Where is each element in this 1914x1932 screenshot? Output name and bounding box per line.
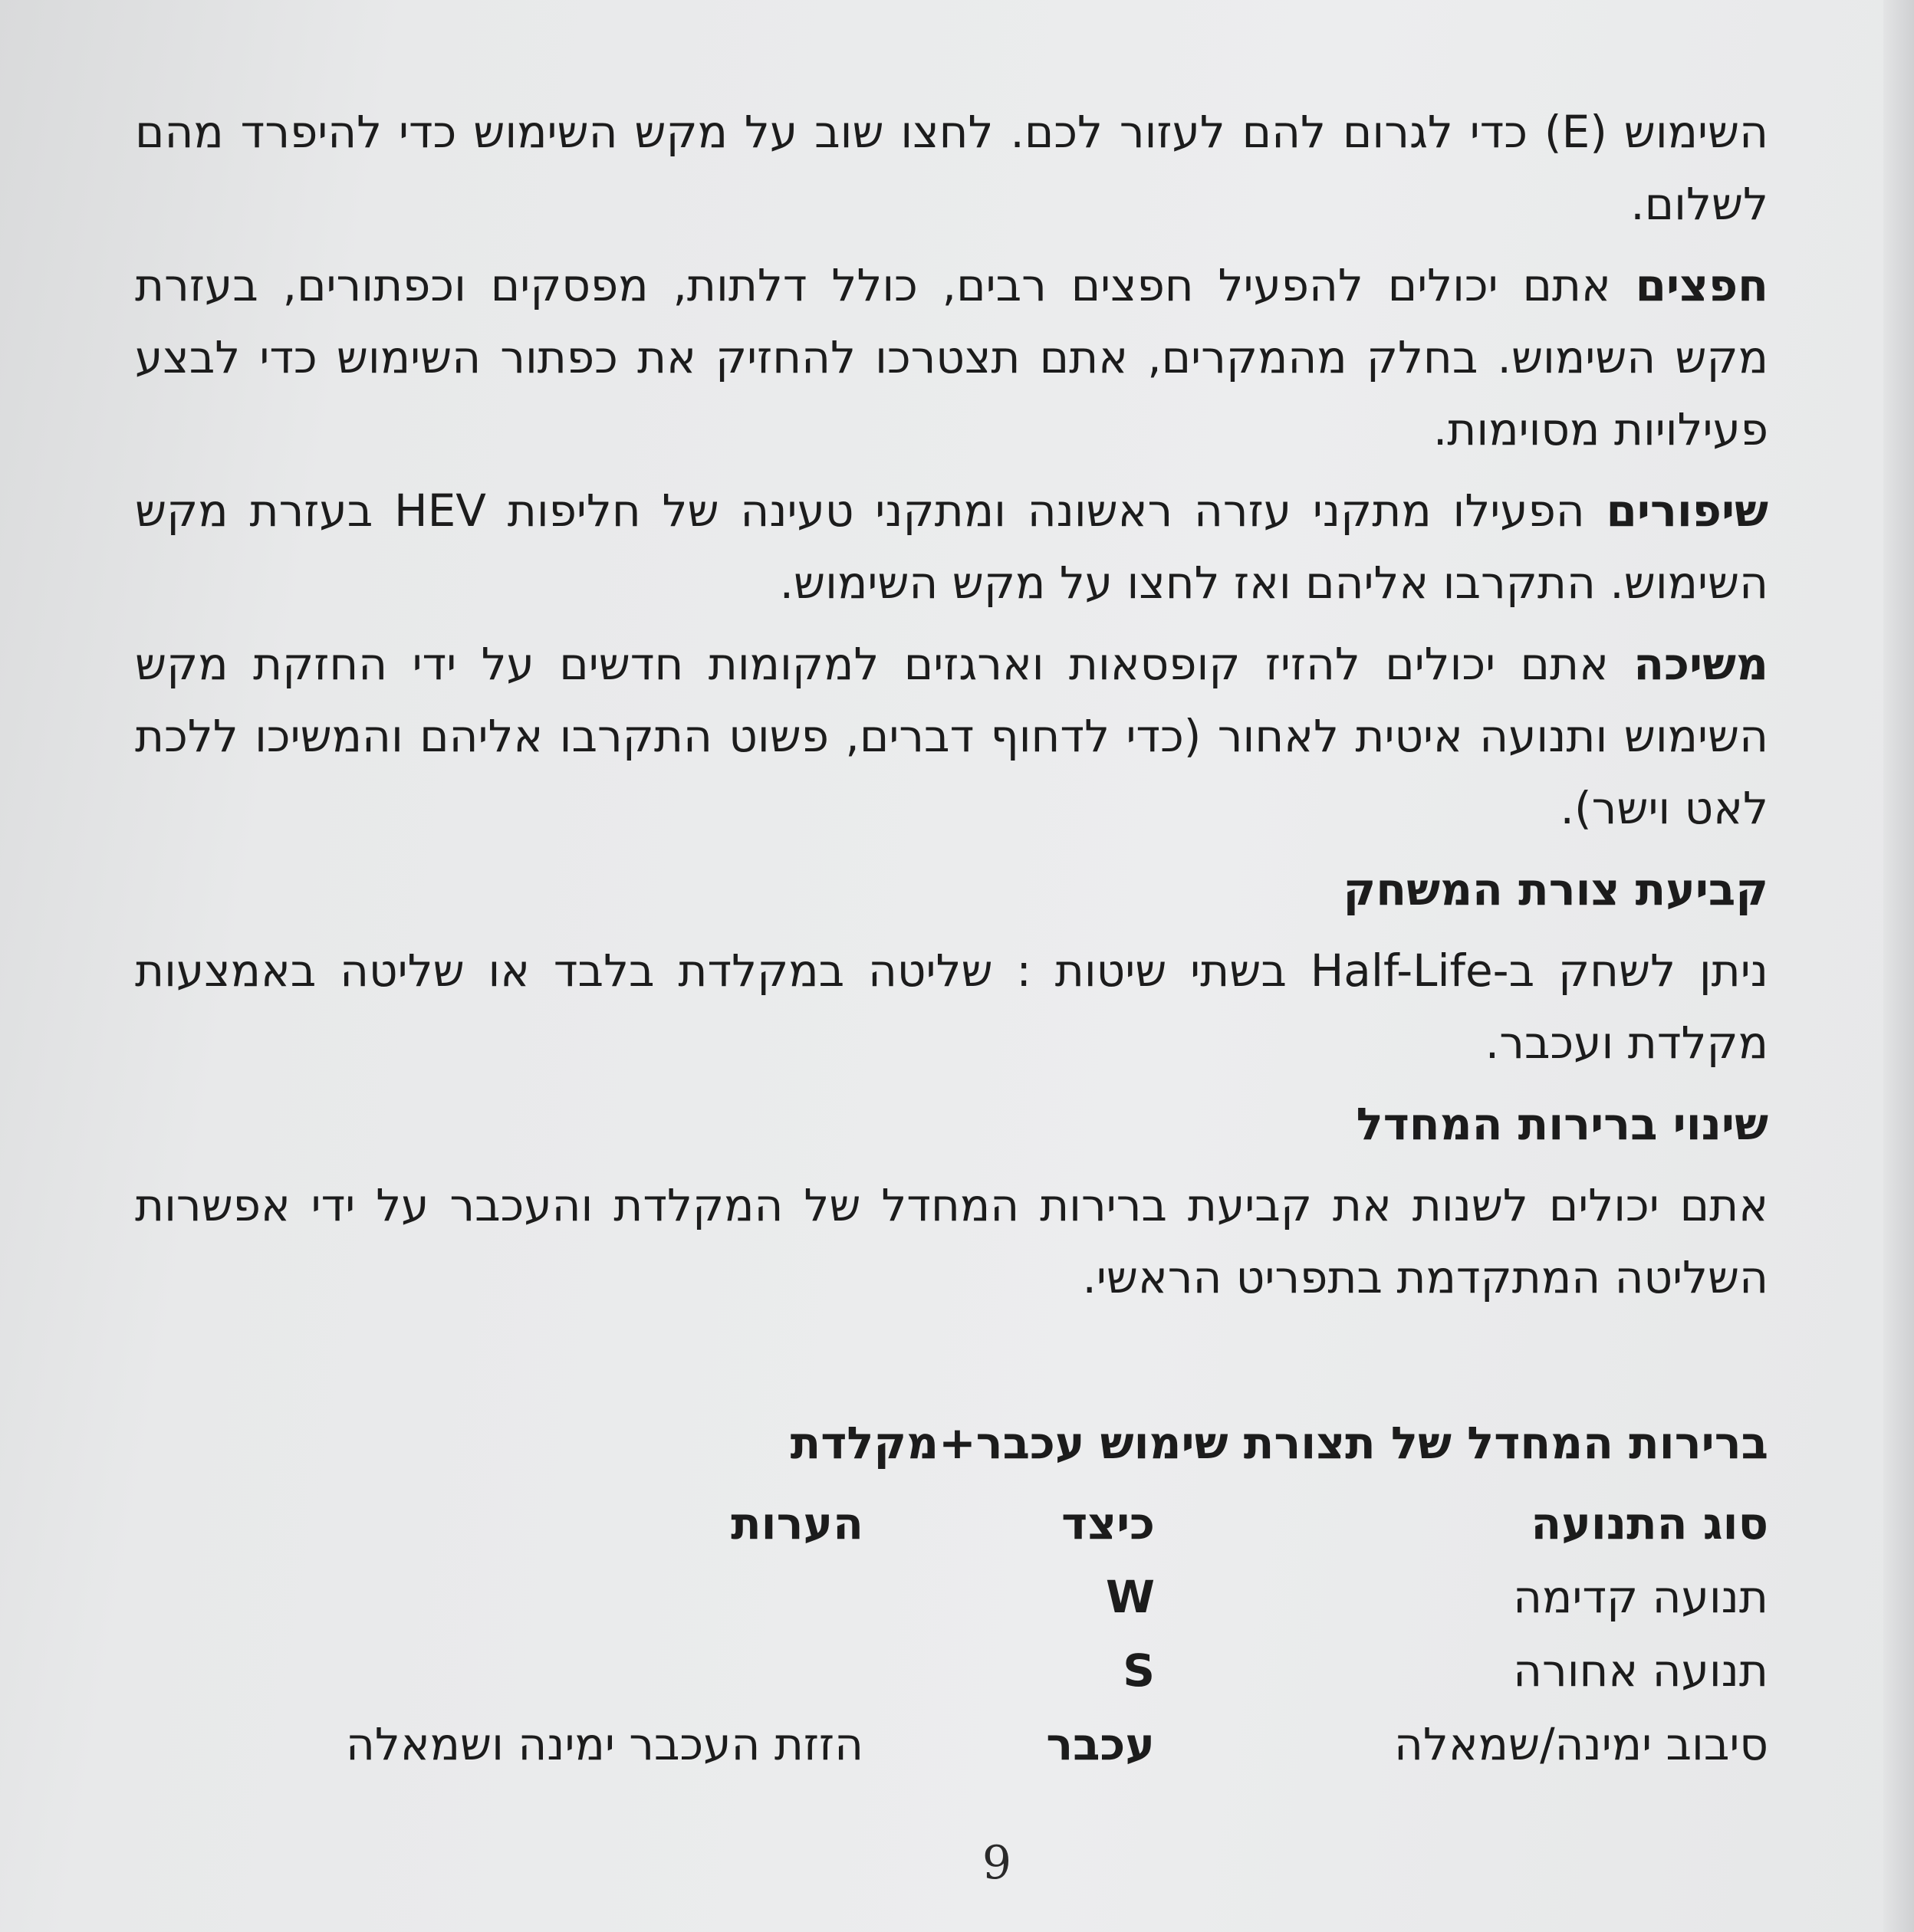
header-how: כיצד (1061, 1497, 1155, 1549)
notes-cell (173, 1634, 863, 1707)
key-cell: S (1123, 1644, 1155, 1697)
paragraph-text: אתם יכולים להפעיל חפצים רבים, כולל דלתות, מפסקים וכפתורים, בעזרת מקש השימוש. בחלק מהמקרים, אתם תצטרכו להחזיק את כפתור השימוש כדי לבצע פעילויות מסוימות. (135, 259, 1768, 455)
paragraph-text: השימוש (E) כדי לגרום להם לעזור לכם. לחצו שוב על מקש השימוש כדי להיפרד מהם לשלום. (135, 106, 1768, 230)
move-type-cell: תנועה קדימה (1513, 1571, 1768, 1623)
table-row (173, 1634, 1768, 1707)
controls-table (173, 1487, 1768, 1781)
paragraph-pulling (135, 628, 1768, 844)
table-row (173, 1560, 1768, 1634)
move-type-cell: תנועה אחורה (1513, 1644, 1768, 1697)
controls-table-title: ברירות המחדל של תצורת שימוש עכבר+מקלדת (790, 1417, 1768, 1469)
move-type-cell: סיבוב ימינה/שמאלה (1393, 1718, 1768, 1770)
paragraph-title: משיכה (1633, 638, 1768, 690)
game-mode-heading: קביעת צורת המשחק (1343, 863, 1768, 915)
defaults-heading: שינוי ברירות המחדל (1356, 1098, 1768, 1150)
page-edge (1883, 0, 1914, 1932)
key-cell: עכבר (1046, 1718, 1155, 1770)
table-row (173, 1707, 1768, 1781)
header-notes: הערות (731, 1497, 863, 1549)
paragraph-title: חפצים (1635, 259, 1768, 311)
paragraph-title: שיפורים (1606, 485, 1768, 537)
paragraph-objects (135, 249, 1768, 465)
paragraph-use-key (135, 96, 1768, 240)
paragraph-text: הפעילו מתקני עזרה ראשונה ומתקני טעינה של חליפות HEV בעזרת מקש השימוש. התקרבו אליהם ואז לחצו על מקש השימוש. (135, 485, 1768, 609)
key-cell: W (1106, 1571, 1155, 1623)
defaults-text: אתם יכולים לשנות את קביעת ברירות המחדל של המקלדת והעכבר על ידי אפשרות השליטה המתקדמת בתפריט הראשי. (135, 1179, 1768, 1303)
game-mode-text: ניתן לשחק ב-Half-Life בשתי שיטות : שליטה במקלדת בלבד או שליטה באמצעות מקלדת ועכבר. (135, 945, 1768, 1069)
page-content (135, 96, 1768, 1781)
controls-table-header (173, 1487, 1768, 1560)
header-move-type: סוג התנועה (1531, 1497, 1768, 1549)
paragraph-upgrades (135, 475, 1768, 619)
page-number: 9 (982, 1836, 1012, 1890)
notes-cell (173, 1560, 863, 1634)
notes-cell: הזזת העכבר ימינה ושמאלה (346, 1718, 863, 1770)
paragraph-text: אתם יכולים להזיז קופסאות וארגזים למקומות חדשים על ידי החזקת מקש השימוש ותנועה איטית לאחור (כדי לדחוף דברים, פשוט התקרבו אליהם והמשיכו ללכת לאט וישר). (135, 638, 1768, 834)
